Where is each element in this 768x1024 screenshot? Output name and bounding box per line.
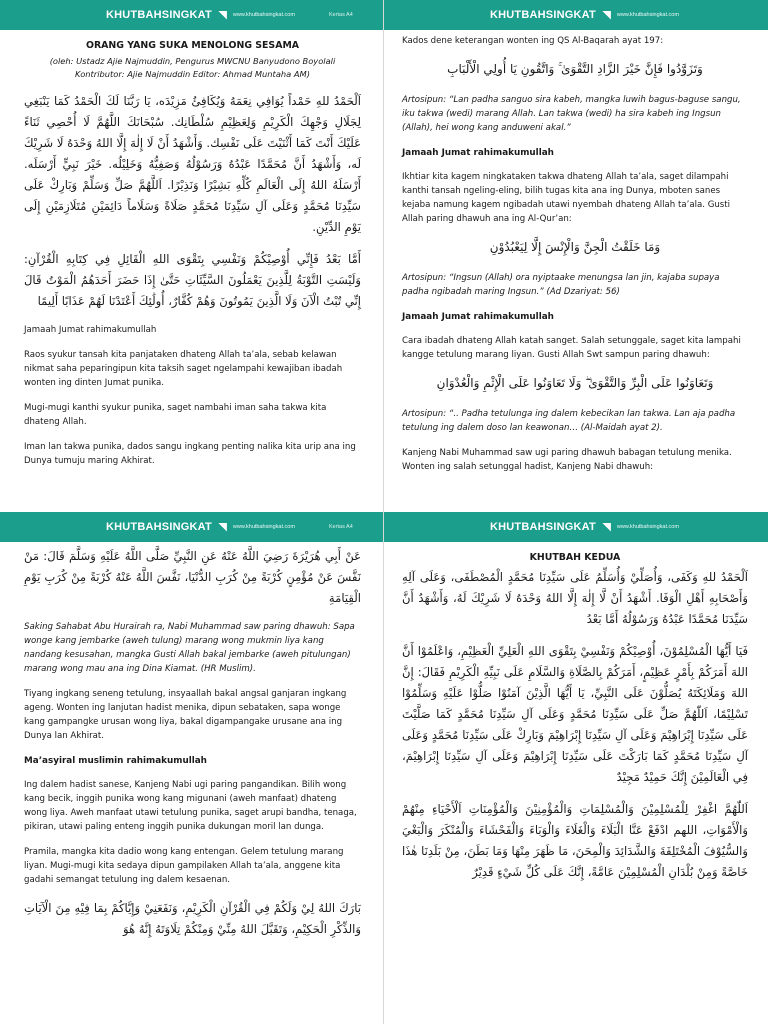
translation: Artosipun: “.. Padha tetulunga ing dalem kebecikan lan takwa. Lan aja padha tetulung ing dalem doso lan keawonan… (Al-Maidah ayat 2).	[402, 409, 736, 433]
arabic-closing: بَارَكَ اللهُ لِيْ وَلَكُمْ فِي الْقُرْآنِ الْكَرِيْمِ، وَنَفَعَنِيْ وَإِيَّاكُمْ بِمَا فِيْهِ مِنَ الْآيَاتِ وَالذِّكْرِ الْحَكِيْمِ، وَتَقَبَّلَ اللهُ مِنِّيْ وَمِنْكُمْ تِلَاوَتَهُ إِنَّهُ هُوَ	[24, 901, 361, 936]
paragraph: Raos syukur tansah kita panjataken dhateng Allah ta’ala, sebab kelawan nikmat saha peparingipun kita taksih saget ngelampahi kewajiban ibadah wonten ing dinten Jumat punika.	[24, 350, 343, 388]
translation: Artosipun: “Lan padha sanguo sira kabeh, mangka luwih bagus-baguse sangu, iku takwa (wedi) marang Allah. Lan takwa (wedi) ha sira kabeh ing Ingsun (Allah), hei wong kang anduweni akal.”	[402, 95, 741, 133]
arabic-second-sermon: اَلْحَمْدُ للهِ وَكَفَى، وَأُصَلِّيْ وَأُسَلِّمُ عَلَى سَيِّدِنَا مُحَمَّدٍ الْمُصْطَفَى، وَعَلَى آلِهِ وَأَصْحَابِهِ أَهْلِ الْوَفَا. أَشْهَدُ أَنْ لَّا إِلٰهَ إِلَّا اللهُ وَحْدَهُ لَا شَرِيْكَ لَهُ، وَأَشْهَدُ أَنَّ سَيِّدَنَا مُحَمَّدًا عَبْدُهُ وَرَسُوْلُهُ أَمَّا بَعْدُ	[402, 570, 748, 626]
brand-name: KHUTBAHSINGKAT	[490, 9, 596, 21]
site-banner	[0, 0, 383, 30]
paper-size-label: Kertas A4	[328, 12, 353, 18]
page-panel-4	[384, 512, 768, 1024]
section-title: KHUTBAH KEDUA	[529, 552, 621, 563]
section-heading: Jamaah Jumat rahimakumullah	[402, 148, 554, 158]
site-url[interactable]: www.khutbahsingkat.com	[616, 12, 679, 18]
translation: Artosipun: “Ingsun (Allah) ora nyiptaake menungsa lan jin, kajaba supaya padha ngibadah maring Ingsun.” (Ad Dzariyat: 56)	[402, 273, 720, 297]
paragraph: Kados dene keterangan wonten ing QS Al-Baqarah ayat 197:	[402, 36, 664, 46]
brand-logo-icon	[218, 11, 227, 20]
paragraph: Cara ibadah dhateng Allah katah sanget. Salah setunggale, saget kita lampahi kangge tetulung marang liyan. Gusti Allah Swt sampun paring dhawuh:	[402, 336, 741, 360]
site-banner	[384, 0, 768, 30]
paragraph: Kanjeng Nabi Muhammad saw ugi paring dhawuh babagan tetulung menika. Wonten ing salah setunggal hadist, Kanjeng Nabi dhawuh:	[402, 448, 732, 472]
panel-content	[384, 30, 768, 474]
sermon-title: ORANG YANG SUKA MENOLONG SESAMA	[85, 40, 300, 51]
page-panel-1	[0, 0, 384, 512]
translation: Saking Sahabat Abu Hurairah ra, Nabi Muhammad saw paring dhawuh: Sapa wonge kang jembarke (aweh tulung) marang wong mukmin liya kang nandang kesusahan, mangka Gusti Allah bakal jembarke (aweh pitulungan) marang wong mau ana ing Dina Kiamat. (HR Muslim).	[24, 622, 355, 674]
arabic-quran-verse: أَمَّا بَعْدُ فَإِنِّي أُوْصِيْكُمْ وَنَفْسِي بِتَقْوَى اللهِ الْقَائِلِ فِي كِتَابِهِ الْقُرْآنِ: وَلَيْسَتِ التَّوْبَةُ لِلَّذِينَ يَعْمَلُونَ السَّيِّئَاتِ حَتَّىٰ إِذَا حَضَرَ أَحَدَهُمُ الْمَوْتُ قَالَ إِنِّي تُبْتُ الْآنَ وَلَا الَّذِينَ يَمُوتُونَ وَهُمْ كُفَّارٌ، أُولَٰئِكَ أَعْتَدْنَا لَهُمْ عَذَابًا أَلِيمًا	[24, 252, 361, 308]
page-panel-3	[0, 512, 384, 1024]
arabic-verse: وَتَزَوَّدُوا فَإِنَّ خَيْرَ الزَّادِ التَّقْوَىٰ ۚ وَاتَّقُونِ يَا أُولِي الْأَلْبَابِ	[447, 62, 703, 76]
paragraph: Mugi-mugi kanthi syukur punika, saget nambahi iman saha takwa kita dhateng Allah.	[24, 403, 327, 427]
section-heading: Ma’asyiral muslimin rahimakumullah	[24, 756, 207, 766]
site-url[interactable]: www.khutbahsingkat.com	[616, 524, 679, 530]
paragraph: Ing dalem hadist sanese, Kanjeng Nabi ugi paring pangandikan. Bilih wong kang becik, inggih punika wong kang migunani (aweh manfaat) dhateng wong liya. Aweh manfaat utawi tetulung punika, saget arupi bandha, tenaga, pikiran, utawi paling enteng inggih punika dukungan moril lan dunga.	[24, 780, 357, 832]
arabic-verse: وَتَعَاوَنُوا عَلَى الْبِرِّ وَالتَّقْوَىٰ ۖ وَلَا تَعَاوَنُوا عَلَى الْإِثْمِ وَالْعُدْوَانِ	[436, 376, 714, 390]
brand-logo-icon	[218, 523, 227, 532]
paper-size-label: Kertas A4	[328, 524, 353, 530]
arabic-hadith: عَنْ أَبِي هُرَيْرَةَ رَضِيَ اللَّهُ عَنْهُ عَنِ النَّبِيِّ صَلَّى اللَّهُ عَلَيْهِ وَسَلَّمَ قَالَ: مَنْ نَفَّسَ عَنْ مُؤْمِنٍ كُرْبَةً مِنْ كُرَبِ الدُّنْيَا، نَفَّسَ اللَّهُ عَنْهُ كُرْبَةً مِنْ كُرَبِ يَوْمِ الْقِيَامَةِ	[24, 549, 361, 605]
arabic-salawat: فَيَا أَيُّهَا الْمُسْلِمُوْنَ، أُوْصِيْكُمْ وَنَفْسِيْ بِتَقْوَى اللهِ الْعَلِيِّ الْعَظِيْمِ، وَاعْلَمُوْا أَنَّ اللهَ أَمَرَكُمْ بِأَمْرٍ عَظِيْمٍ، أَمَرَكُمْ بِالصَّلَاةِ وَالسَّلَامِ عَلَى نَبِيِّهِ الْكَرِيْمِ فَقَالَ: إِنَّ اللهَ وَمَلَائِكَتَهُ يُصَلُّوْنَ عَلَى النَّبِيِّ، يَا أَيُّهَا الَّذِيْنَ آمَنُوْا صَلُّوْا عَلَيْهِ وَسَلِّمُوْا تَسْلِيْمًا، اَللّٰهُمَّ صَلِّ عَلَى سَيِّدِنَا مُحَمَّدٍ وَعَلَى آلِ سَيِّدِنَا مُحَمَّدٍ كَمَا صَلَّيْتَ عَلَى سَيِّدِنَا إِبْرَاهِيْمَ وَعَلَى آلِ سَيِّدِنَا إِبْرَاهِيْمَ وَبَارِكْ عَلَى سَيِّدِنَا مُحَمَّدٍ وَعَلَى آلِ سَيِّدِنَا مُحَمَّدٍ كَمَا بَارَكْتَ عَلَى سَيِّدِنَا إِبْرَاهِيْمَ وَعَلَى آلِ سَيِّدِنَا إِبْرَاهِيْمَ، فِي الْعَالَمِيْنَ إِنَّكَ حَمِيْدٌ مَجِيْدٌ	[402, 644, 748, 784]
section-heading: Jamaah Jumat rahimakumullah	[402, 312, 554, 322]
panel-content	[0, 542, 383, 940]
brand-logo-icon	[602, 11, 611, 20]
paragraph: Iman lan takwa punika, dados sangu ingkang penting nalika kita urip ana ing Dunya tumuju maring Akhirat.	[24, 442, 356, 466]
panel-content	[0, 30, 383, 468]
paragraph: Ikhtiar kita kagem ningkataken takwa dhateng Allah ta’ala, saget dilampahi kanthi tansah ngeling-eling, bilih tugas kita ana ing Dunya, mboten sanes kejaba namung kagem ngibadah utawi nyembah dhateng Allah ta’ala. Gusti Allah paring dhawuh ana ing Al-Qur’an:	[402, 172, 731, 224]
author-credit: (oleh: Ustadz Ajie Najmuddin, Pengurus MWCNU Banyudono Boyolali Kontributor: Ajie Najmuddin Editor: Ahmad Muntaha AM)	[49, 56, 336, 79]
brand-name: KHUTBAHSINGKAT	[490, 521, 596, 533]
paragraph: Jamaah Jumat rahimakumullah	[24, 325, 157, 335]
brand-name: KHUTBAHSINGKAT	[106, 521, 212, 533]
paragraph: Pramila, mangka kita dadio wong kang entengan. Gelem tetulung marang liyan. Mugi-mugi kita sedaya dipun gampilaken Allah ta’ala, anggene kita gadahi semangat tetulung ing dalem kesaenan.	[24, 847, 344, 885]
site-url[interactable]: www.khutbahsingkat.com	[232, 12, 295, 18]
brand-logo-icon	[602, 523, 611, 532]
site-banner	[384, 512, 768, 542]
brand-name: KHUTBAHSINGKAT	[106, 9, 212, 21]
arabic-prayer: اَللّٰهُمَّ اغْفِرْ لِلْمُسْلِمِيْنَ وَالْمُسْلِمَاتِ وَالْمُؤْمِنِيْنَ وَالْمُؤْمِنَاتِ اَلْأَحْيَاءِ مِنْهُمْ وَالْأَمْوَاتِ، اللهم ادْفَعْ عَنَّا الْبَلَاءَ وَالْغَلَاءَ وَالْوَبَاءَ وَالْفَحْشَاءَ وَالْمُنْكَرَ وَالْبَغْيَ وَالسُّيُوْفَ الْمُخْتَلِفَةَ وَالشَّدَائِدَ وَالْمِحَنَ، مَا ظَهَرَ مِنْهَا وَمَا بَطَنَ، مِنْ بَلَدِنَا هٰذَا خَاصَّةً وَمِنْ بُلْدَانِ الْمُسْلِمِيْنَ عَامَّةً، إِنَّكَ عَلَى كُلِّ شَيْءٍ قَدِيْرٌ	[402, 802, 748, 879]
page-panel-2	[384, 0, 768, 512]
site-url[interactable]: www.khutbahsingkat.com	[232, 524, 295, 530]
panel-content	[384, 542, 768, 883]
arabic-opening: اَلْحَمْدُ للهِ حَمْداً يُوَافِي نِعَمَهُ وَيُكَافِئُ مَزِيْدَه، يَا رَبَّنَا لَكَ الْحَمْدُ كَمَا يَنْبَغِي لِجَلَالِ وَجْهِكَ الْكَرِيْمِ وَلِعَظِيْمِ سُلْطَانِك. سُبْحَانَكَ اللَّهُمَّ لَا أُحْصِي ثَنَاءً عَلَيْكَ أَنْتَ كَمَا أَثْنَيْتَ عَلَى نَفْسِك. وَأَشْهَدُ أَنْ لَا إِلٰهَ إِلَّا اللهُ وَحْدَهُ لَا شَرِيْكَ لَه، وَأَشْهَدُ أَنَّ مُحَمَّدًا عَبْدُهُ وَرَسُوْلُهُ وَصَفِيُّهُ وَخَلِيْلُه. خَيْرَ نَبِيٍّ أَرْسَلَه. أَرْسَلَهُ اللهُ إِلَى الْعَالَمِ كُلِّهِ بَشِيْرًا وَنَذِيْرًا. اَللَّهُمَّ صَلِّ وَسَلِّمْ وَبَارِكْ عَلَى سَيِّدِنَا مُحَمَّدٍ وَعَلَى آلِ سَيِّدِنَا مُحَمَّدٍ صَلَاةً وَسَلَاماً دَائِمَيْنِ مُتَلَازِمَيْنِ إِلَى يَوْمِ الدِّيْنِ.	[24, 94, 361, 234]
arabic-verse: وَمَا خَلَقْتُ الْجِنَّ وَالْإِنْسَ إِلَّا لِيَعْبُدُوْنِ	[489, 240, 661, 254]
site-banner	[0, 512, 383, 542]
paragraph: Tiyang ingkang seneng tetulung, insyaallah bakal angsal ganjaran ingkang ageng. Wonten ing lanjutan hadist menika, dipun sebataken, sapa wonge kang gampangke urusan wong liya, bakal digampangake urusane ana ing Dunya lan Akhirat.	[24, 689, 347, 741]
